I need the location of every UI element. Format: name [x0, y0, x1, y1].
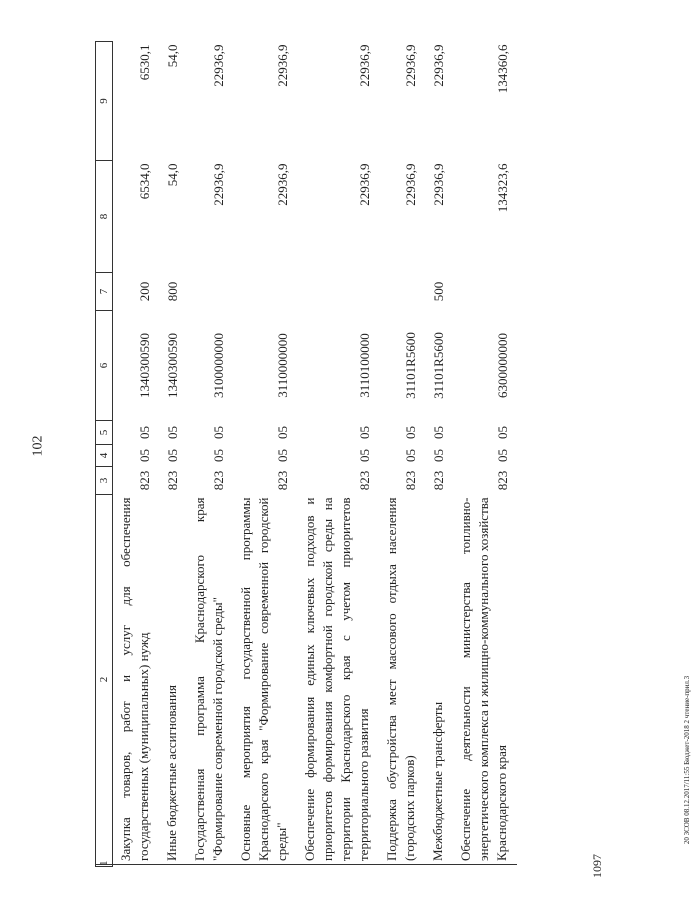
row-name: Государственная программа Краснодарского края "Формирование современной городской среды" [187, 495, 233, 865]
row-c4: 05 [165, 449, 180, 462]
table-body [113, 42, 518, 867]
row-col-1 [159, 865, 187, 867]
row-c3: 823 [495, 470, 510, 491]
row-c9: 22936,9 [357, 44, 372, 87]
row-c5: 05 [495, 426, 510, 439]
row-c9: 22936,9 [275, 44, 290, 87]
row-name: Основные мероприятия государственной программы Краснодарского края "Формирование современной городской среды" [233, 495, 297, 865]
row-c3: 823 [275, 470, 290, 491]
row-c5: 05 [165, 426, 180, 439]
header-col-3: 3 [96, 467, 113, 495]
row-c3: 823 [211, 470, 226, 491]
header-col-9: 9 [96, 42, 113, 161]
row-c3: 823 [137, 470, 152, 491]
row-name: Поддержка обустройства мест массового отдыха населения (городских парков) [379, 495, 425, 865]
row-c4: 05 [357, 449, 372, 462]
row-c9: 22936,9 [211, 44, 226, 87]
row-c3: 823 [357, 470, 372, 491]
row-c6: 31101R5600 [403, 332, 418, 399]
row-c6: 1340300590 [165, 333, 180, 398]
row-c4: 05 [431, 449, 446, 462]
row-c8: 22936,9 [357, 163, 372, 206]
document-footnote: 20 3СОВ 08.12.2017/11:55 Бюджет-2018 2 чтение-прил.3 [683, 675, 691, 845]
row-c5: 05 [275, 426, 290, 439]
row-c7 [453, 273, 517, 311]
header-col-6: 6 [96, 311, 113, 421]
row-c4: 05 [275, 449, 290, 462]
row-c4: 05 [137, 449, 152, 462]
header-col-7: 7 [96, 273, 113, 311]
row-c7 [233, 273, 297, 311]
row-c7: 800 [165, 281, 180, 302]
row-c6: 31101R5600 [431, 332, 446, 399]
table-row [113, 42, 160, 867]
row-name: Обеспечение формирования единых ключевых подходов и приоритетов формирования комфортной городской среды на территории Краснодарского края с учетом приоритетов территориального развития [297, 495, 379, 865]
row-col-1 [379, 865, 425, 867]
header-col-5: 5 [96, 421, 113, 445]
row-c6: 1340300590 [137, 333, 152, 398]
budget-table-rotated [95, 42, 585, 867]
table-row [297, 42, 379, 867]
table-row [379, 42, 425, 867]
row-name: Межбюджетные трансферты [425, 495, 453, 865]
header-col-8: 8 [96, 161, 113, 273]
table-row [187, 42, 233, 867]
row-c5: 05 [211, 426, 226, 439]
row-c9: 22936,9 [431, 44, 446, 87]
row-c8: 54,0 [165, 163, 180, 187]
row-c7 [379, 273, 425, 311]
sheet-number: 1097 [590, 854, 604, 878]
table-header-row [96, 42, 113, 867]
row-c6: 3110000000 [275, 333, 290, 398]
row-c9: 134360,6 [495, 44, 510, 94]
row-col-1 [187, 865, 233, 867]
row-c8: 6534,0 [137, 163, 152, 200]
row-name: Обеспечение деятельности министерства топливно-энергетического комплекса и жилищно-коммунального хозяйства Краснодарского края [453, 495, 517, 865]
row-c4: 05 [403, 449, 418, 462]
row-c8: 22936,9 [403, 163, 418, 206]
row-c3: 823 [165, 470, 180, 491]
table-row [233, 42, 297, 867]
table-row [159, 42, 187, 867]
row-c4: 05 [211, 449, 226, 462]
header-col-2: 2 [96, 495, 113, 865]
row-c7: 500 [431, 281, 446, 302]
row-c8: 134323,6 [495, 163, 510, 213]
row-c4: 05 [495, 449, 510, 462]
row-c6: 3110100000 [357, 333, 372, 398]
page-number: 102 [30, 435, 46, 457]
row-col-1 [425, 865, 453, 867]
row-c7: 200 [137, 281, 152, 302]
row-col-1 [233, 865, 297, 867]
row-c8: 22936,9 [431, 163, 446, 206]
row-c3: 823 [403, 470, 418, 491]
row-c5: 05 [403, 426, 418, 439]
row-c7 [187, 273, 233, 311]
table-row [453, 42, 517, 867]
row-c3: 823 [431, 470, 446, 491]
row-col-1 [113, 865, 160, 867]
row-c9: 22936,9 [403, 44, 418, 87]
row-c5: 05 [431, 426, 446, 439]
row-c9: 6530,1 [137, 44, 152, 81]
row-name: Иные бюджетные ассигнования [159, 495, 187, 865]
row-c7 [297, 273, 379, 311]
header-col-4: 4 [96, 445, 113, 467]
row-col-1 [297, 865, 379, 867]
table-row [425, 42, 453, 867]
row-col-1 [453, 865, 517, 867]
row-c6: 6300000000 [495, 333, 510, 398]
row-c9: 54,0 [165, 44, 180, 68]
row-c8: 22936,9 [275, 163, 290, 206]
budget-table [95, 41, 517, 867]
row-c5: 05 [357, 426, 372, 439]
row-c5: 05 [137, 426, 152, 439]
row-c8: 22936,9 [211, 163, 226, 206]
row-c6: 3100000000 [211, 333, 226, 398]
header-col-1: 1 [96, 865, 113, 867]
row-name: Закупка товаров, работ и услуг для обеспечения государственных (муниципальных) нужд [113, 495, 160, 865]
